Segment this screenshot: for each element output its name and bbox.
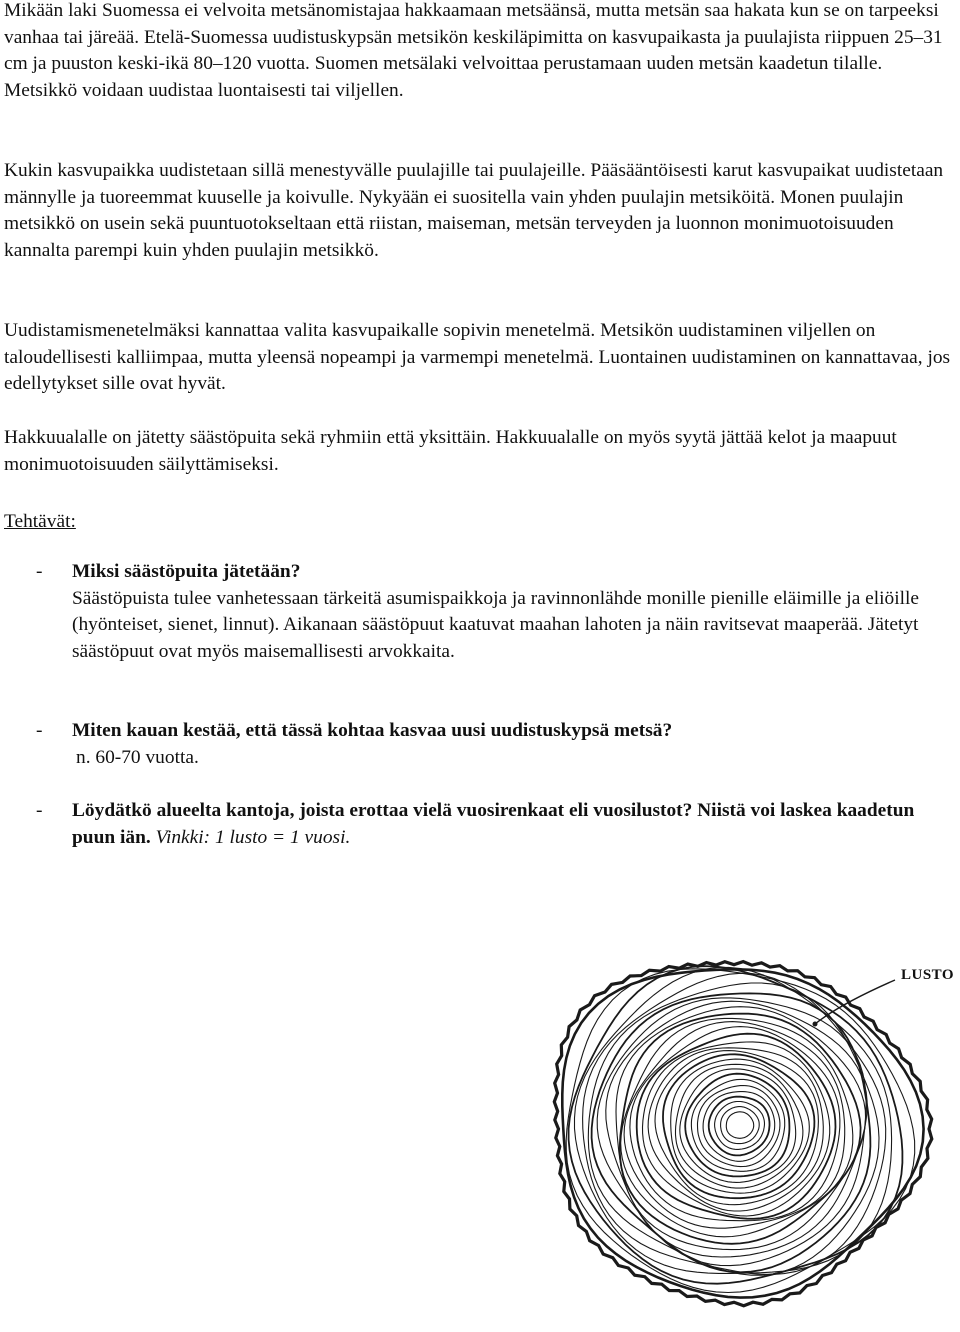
- tasks-heading: Tehtävät:: [4, 511, 76, 532]
- tree-ring-figure: [540, 900, 960, 1332]
- task-question: Miten kauan kestää, että tässä kohtaa kasvaa uusi uudistuskypsä metsä?: [72, 720, 673, 741]
- growth-ring: [709, 1097, 770, 1156]
- growth-ring: [676, 1064, 803, 1188]
- lusto-label: LUSTO: [901, 967, 955, 983]
- list-dash: -: [36, 720, 43, 741]
- growth-ring: [648, 1048, 823, 1211]
- growth-ring: [698, 1086, 780, 1167]
- tree-ring-cross-section-icon: [540, 900, 960, 1332]
- paragraph-retention-trees: Hakkuualalle on jätetty säästöpuita sekä ryhmiin että yksittäin. Hakkuualalle on myös syytä jättää kelot ja maapuut monimuotoisuuden säilyttämiseksi.: [4, 427, 897, 475]
- growth-ring: [726, 1112, 753, 1139]
- list-dash: -: [36, 800, 43, 821]
- paragraph-tree-species: Kukin kasvupaikka uudistetaan sillä menestyvälle puulajille tai puulajeille. Pääsääntöisesti karut kasvupaikat uudistetaan männylle ja tuoreemmat kuuselle ja koivulle. Nykyään ei suositella vain yhden puulajin metsiköitä. Monen puulajin metsikkö on usein sekä puuntuotokseltaan että riistan, maiseman, metsän terveyden ja luonnon monimuotoisuuden kannalta parempi kuin yhden puulajin metsikkö.: [4, 160, 944, 261]
- paragraph-regeneration-method: Uudistamismenetelmäksi kannattaa valita kasvupaikalle sopivin menetelmä. Metsikön uudistaminen viljellen on taloudellisesti kalliimpaa, mutta yleensä nopeampi ja varmempi menetelmä. Luontainen uudistaminen on kannattavaa, jos edellytykset sille ovat hyvät.: [4, 320, 951, 395]
- task-hint: Vinkki: 1 lusto = 1 vuosi.: [155, 826, 351, 848]
- task-answer: Säästöpuista tulee vanhetessaan tärkeitä asumispaikkoja ja ravinnonlähde monille pienille eläimille ja eliöille (hyönteiset, sienet, linnut). Aikanaan säästöpuut kaatuvat maahan lahoten ja näin ravitsevat maaperää. Jätetyt säästöpuut ovat myös maisemallisesti arvokkaita.: [72, 587, 919, 662]
- growth-ring: [624, 1022, 845, 1229]
- growth-ring: [715, 1102, 765, 1150]
- list-dash: -: [36, 561, 43, 582]
- task-question: Miksi säästöpuita jätetään?: [72, 561, 301, 582]
- task-answer: n. 60-70 vuotta.: [76, 746, 199, 768]
- growth-ring: [691, 1079, 784, 1171]
- task-question: Löydätkö alueelta kantoja, joista erottaa vielä vuosirenkaat eli vuosilustot? Niistä voi laskea kaadetun puun iän.: [72, 800, 915, 848]
- paragraph-intro: Mikään laki Suomessa ei velvoita metsänomistajaa hakkaamaan metsäänsä, mutta metsän saa hakata kun se on tarpeeksi vanhaa tai järeää. Etelä-Suomessa uudistuskypsän metsikön keskiläpimitta on kasvupaikasta ja puulajista riippuen 25–31 cm ja puuston keski-ikä 80–120 vuotta. Suomen metsälaki velvoittaa perustamaan uuden metsän kaadetun tilalle. Metsikkö voidaan uudistaa luontaisesti tai viljellen.: [4, 0, 943, 101]
- lusto-pointer-dot: [813, 1022, 818, 1027]
